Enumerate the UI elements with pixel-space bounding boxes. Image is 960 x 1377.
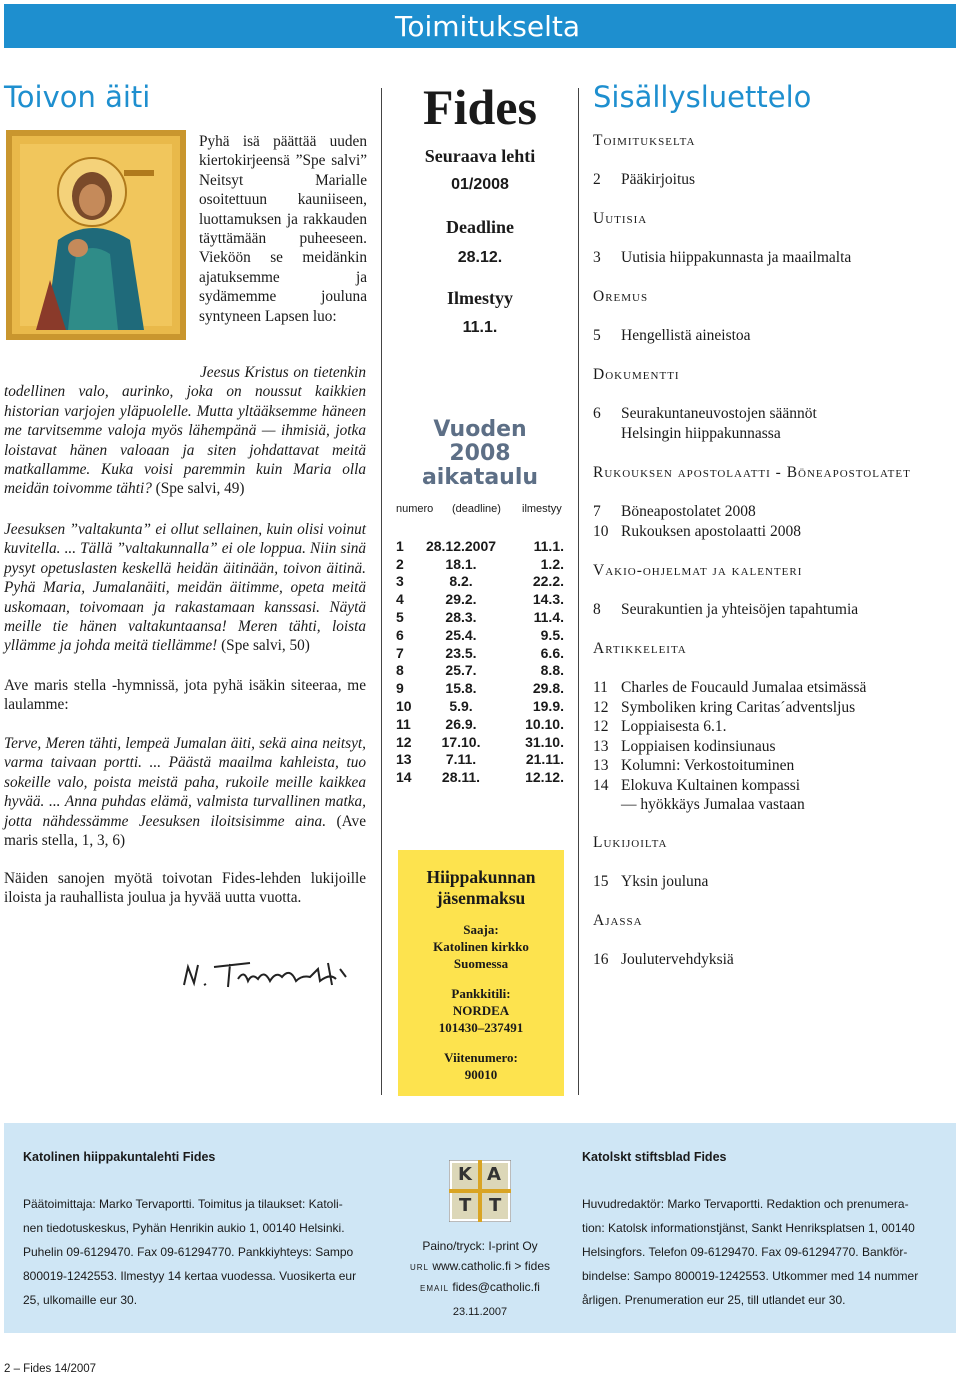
toc-item-title: Kolumni: Verkostoituminen xyxy=(621,757,795,774)
toc-item xyxy=(593,679,866,697)
issue-number: 2 xyxy=(396,555,404,572)
issue-number: 11 xyxy=(396,715,411,732)
email-address[interactable]: email fides@catholic.fi xyxy=(420,1280,540,1294)
magazine-title: Fides xyxy=(423,79,537,135)
issue-number: 6 xyxy=(396,626,404,643)
website[interactable]: url www.catholic.fi > fides xyxy=(409,1259,551,1273)
issue-number: 9 xyxy=(396,680,404,697)
schedule-row xyxy=(396,662,564,680)
imprint-line: årligen. Prenumeration eur 25, till utlandet eur 30. xyxy=(582,1293,846,1307)
toc-item-title: Seurakuntaneuvostojen säännöt xyxy=(621,405,817,422)
schedule-row xyxy=(396,555,564,573)
hymn-intro-paragraph: Ave maris stella -hymnissä, jota pyhä isäkin siteeraa, me laulamme: xyxy=(4,677,366,714)
issue-number: 12 xyxy=(396,733,412,750)
deadline-cell: 17.10. xyxy=(441,733,481,750)
toc-item xyxy=(593,523,801,541)
schedule-row xyxy=(396,590,564,608)
deadline-cell: 28.3. xyxy=(445,609,477,626)
toc-page-number: 16 xyxy=(593,951,609,968)
appears-cell: 10.10. xyxy=(525,715,564,732)
imprint-line: 25, ulkomaille eur 30. xyxy=(23,1293,138,1307)
schedule-row xyxy=(396,644,564,662)
logo-letter-a: A xyxy=(487,1164,501,1185)
toc-page-number: 14 xyxy=(593,776,609,794)
deadline-cell: 8.2. xyxy=(449,573,473,590)
page-footer: 2 – Fides 14/2007 xyxy=(4,1363,97,1375)
issue-number: 5 xyxy=(396,609,404,626)
toc-item xyxy=(593,249,851,267)
appears-cell: 11.1. xyxy=(533,537,564,554)
toc-title: Sisällysluettelo xyxy=(593,80,812,114)
imprint-title-sv: Katolskt stiftsblad Fides xyxy=(582,1150,727,1164)
schedule-table xyxy=(396,537,564,786)
imprint-line: Päätoimittaja: Marko Tervaportti. Toimitus ja tilaukset: Katoli- xyxy=(23,1197,343,1211)
issue-number: 1 xyxy=(396,537,404,554)
toc-item xyxy=(593,738,776,756)
toc-page-number: 13 xyxy=(593,757,609,774)
toc-section-heading: Artikkeleita xyxy=(593,640,687,657)
reference-number: Viitenumero: 90010 xyxy=(444,1050,518,1082)
deadline-label: Deadline xyxy=(445,217,514,237)
toc-page-number: 10 xyxy=(593,522,609,540)
printer: Paino/tryck: I-print Oy xyxy=(422,1239,538,1253)
appears-cell: 6.6. xyxy=(540,644,564,661)
header-number: numero xyxy=(396,503,434,515)
issue-number: 8 xyxy=(396,662,404,679)
toc-item-title: Yksin jouluna xyxy=(621,873,709,890)
issue-number: 4 xyxy=(396,591,404,608)
toc-item xyxy=(593,777,800,795)
toc-item xyxy=(593,718,726,736)
logo-letter-t1: T xyxy=(459,1195,472,1216)
appears-cell: 21.11. xyxy=(525,751,564,768)
toc-item-title: Hengellistä aineistoa xyxy=(621,327,751,344)
schedule-row xyxy=(396,608,564,626)
imprint-line: Huvudredaktör: Marko Tervaportti. Redaktion och prenumera- xyxy=(582,1197,909,1211)
schedule-title: Vuoden 2008 aikataulu xyxy=(421,417,539,490)
deadline-cell: 23.5. xyxy=(445,644,477,661)
appears-cell: 29.8. xyxy=(532,680,564,697)
hymn-quote-paragraph: Terve, Meren tähti, lempeä Jumalan äiti, sekä aina neitsyt, varma taivaan portti. ... Päästä maailma kahleista, tuo sokeille valo, poista meistä paha, rukoile meille kaikkea hyvää. ... Anna puhdas elämä, valmista turvallinen matka, jotta nähdessämme Jeesuksen iloitsisimme aina. (Ave maris stella, 1, 3, 6) xyxy=(4,735,366,850)
toc-page-number: 6 xyxy=(593,405,601,422)
schedule-row xyxy=(396,626,564,644)
toc-item xyxy=(593,171,695,189)
issue-number: 13 xyxy=(396,751,412,768)
toc-section-heading: Rukouksen apostolaatti - Böneapostolatet xyxy=(593,464,911,481)
toc-item xyxy=(593,405,817,423)
toc-item xyxy=(593,503,756,521)
toc-item xyxy=(593,601,858,619)
toc-page-number: 13 xyxy=(593,737,609,755)
header-appears: ilmestyy xyxy=(522,503,562,515)
imprint-line: 800019-1242553. Ilmestyy 14 kertaa vuodessa. Vuosikerta eur xyxy=(23,1269,357,1283)
print-date: 23.11.2007 xyxy=(452,1306,508,1318)
icon-image-mary xyxy=(6,130,186,340)
toc-page-number: 5 xyxy=(593,327,601,344)
toc-item xyxy=(593,796,805,814)
schedule-row xyxy=(396,573,564,591)
imprint-text-fi xyxy=(23,1192,383,1312)
toc-page-number: 3 xyxy=(593,249,601,266)
logo-letter-k: K xyxy=(458,1164,472,1185)
toc-item xyxy=(593,951,734,969)
toc-item xyxy=(593,699,855,717)
toc-item xyxy=(593,327,751,345)
schedule-row xyxy=(396,679,564,697)
toc-item-title: Rukouksen apostolaatti 2008 xyxy=(621,522,801,540)
schedule-row xyxy=(396,733,564,751)
section-title: Toimitukselta xyxy=(395,10,580,43)
toc-item-title: Charles de Foucauld Jumalaa etsimässä xyxy=(621,679,867,696)
toc-item-title: Joulutervehdyksiä xyxy=(621,951,734,968)
imprint-title-fi: Katolinen hiippakuntalehti Fides xyxy=(23,1150,216,1164)
membership-fee-box xyxy=(398,850,564,1096)
payee: Saaja: Katolinen kirkko Suomessa xyxy=(433,922,529,971)
next-issue-label: Seuraava lehti xyxy=(424,146,536,166)
toc-item-title: Loppiaisesta 6.1. xyxy=(621,718,727,735)
toc-item-title: Elokuva Kultainen kompassi xyxy=(621,776,801,794)
issue-number: 10 xyxy=(396,698,412,715)
column-divider-right xyxy=(578,88,579,1095)
imprint-line: bindelse: Sampo 800019-1242553. Utkommer med 14 nummer xyxy=(582,1269,919,1283)
issue-number: 7 xyxy=(396,644,404,661)
appears-cell: 22.2. xyxy=(532,573,564,590)
appears-cell: 8.8. xyxy=(540,662,564,679)
toc-item-title: Seurakuntien ja yhteisöjen tapahtumia xyxy=(621,601,859,618)
toc-section-heading: Vakio-ohjelmat ja kalenteri xyxy=(593,562,803,579)
toc-item-title: Böneapostolatet 2008 xyxy=(621,503,756,520)
imprint-text-sv xyxy=(582,1192,952,1312)
deadline-cell: 29.2. xyxy=(445,591,477,608)
appears-date: 11.1. xyxy=(462,319,498,336)
toc-page-number: 12 xyxy=(593,698,609,716)
intro-paragraph: Pyhä isä päättää uuden kiertokirjeensä ”Spe salvi” Neitsyt Marialle osoitettuun kauniiseen, luottamuksen ja rakkauden täyttämään puheeseen. Vieköön se meidänkin ajatuksemme ja sydämemme jouluna syntyneen Lapsen luo: xyxy=(199,133,367,325)
header-deadline: (deadline) xyxy=(452,503,501,515)
print-info xyxy=(392,1236,568,1322)
closing-paragraph: Näiden sanojen myötä toivotan Fides-lehden lukijoille iloista ja rauhallista joulua ja hyvää uutta vuotta. xyxy=(4,870,366,907)
article-title: Toivon äiti xyxy=(4,80,151,114)
toc-section-heading: Toimitukselta xyxy=(593,132,696,149)
deadline-cell: 15.8. xyxy=(445,680,477,697)
issue-number: 14 xyxy=(396,769,412,786)
deadline-cell: 28.12.2007 xyxy=(425,537,497,554)
schedule-row xyxy=(396,751,564,769)
toc-section-heading: Ajassa xyxy=(593,912,643,929)
appears-cell: 31.10. xyxy=(525,733,564,750)
toc-item-title: Helsingin hiippakunnassa xyxy=(621,424,781,442)
appears-cell: 1.2. xyxy=(540,555,564,572)
toc-item xyxy=(593,425,781,443)
toc-section-heading: Uutisia xyxy=(593,210,648,227)
toc-page-number: 11 xyxy=(593,679,608,696)
deadline-cell: 25.4. xyxy=(445,626,477,643)
toc-section-heading: Oremus xyxy=(593,288,649,305)
quote-paragraph-2: Jeesuksen ”valtakunta” ei ollut sellainen, kuin olisi voinut kuvitella. ... Tällä ”valtakunnalla” ei ole loppua. Niin sinä pysyt opetuslasten keskellä heidän äitinään, toivon äitinä. Pyhä Maria, Jumalanäiti, meidän äitimme, opeta meitä uskomaan, toivomaan ja rakastamaan kanssasi. Näytä meille tie hänen valtakuntaansa! Meren tähti, loista yllämme ja johda meitä tiellämme! (Spe salvi, 50) xyxy=(4,521,366,655)
schedule-row xyxy=(396,715,564,733)
schedule-row xyxy=(396,768,564,786)
next-issue-number: 01/2008 xyxy=(451,176,509,193)
toc-item-title: Pääkirjoitus xyxy=(621,171,696,188)
imprint-line: tion: Katolsk informationstjänst, Sankt Henriksplatsen 1, 00140 xyxy=(582,1221,915,1235)
toc-page-number: 8 xyxy=(593,601,601,618)
deadline-cell: 28.11. xyxy=(441,769,481,786)
toc-item xyxy=(593,757,794,775)
schedule-row xyxy=(396,537,564,555)
issue-number: 3 xyxy=(396,573,404,590)
logo-letter-t2: T xyxy=(489,1195,502,1216)
imprint-line: Puhelin 09-6129470. Fax 09-61294770. Pankkiyhteys: Sampo xyxy=(23,1245,354,1259)
appears-cell: 19.9. xyxy=(532,698,564,715)
toc-item-title: Symboliken kring Caritas´adventsljus xyxy=(621,698,856,716)
signature xyxy=(180,955,360,995)
deadline-cell: 18.1. xyxy=(445,555,477,572)
deadline-cell: 5.9. xyxy=(449,698,473,715)
appears-cell: 12.12. xyxy=(525,769,564,786)
deadline-date: 28.12. xyxy=(457,249,503,266)
toc-item xyxy=(593,873,708,891)
toc-item-title: Uutisia hiippakunnasta ja maailmalta xyxy=(621,249,852,266)
toc-item-title: — hyökkäys Jumalaa vastaan xyxy=(621,796,805,813)
appears-cell: 11.4. xyxy=(533,609,564,626)
toc-item-title: Loppiaisen kodinsiunaus xyxy=(621,737,776,755)
bank-account: Pankkitili: NORDEA 101430–237491 xyxy=(438,986,524,1035)
deadline-cell: 26.9. xyxy=(445,715,477,732)
toc-page-number: 2 xyxy=(593,171,601,188)
toc-section-heading: Lukijoilta xyxy=(593,834,668,851)
deadline-cell: 7.11. xyxy=(445,751,477,768)
appears-label: Ilmestyy xyxy=(447,288,513,308)
appears-cell: 14.3. xyxy=(532,591,564,608)
toc-section-heading: Dokumentti xyxy=(593,366,680,383)
quote-paragraph-1: Jeesus Kristus on tietenkin todellinen valo, aurinko, joka on noussut kaikkien historian varjojen yläpuolelle. Mutta yltääksemme häneen me tarvitsemme valoja myös lähempänä — ihmisiä, jotka loistavat hänen valoaan ja siten johdattavat meitä matkallamme. Kuka voisi paremmin kuin Maria olla meidän toivomme tähti? (Spe salvi, 49) xyxy=(4,364,366,498)
appears-cell: 9.5. xyxy=(540,626,564,643)
toc-page-number: 15 xyxy=(593,873,609,890)
toc-page-number: 12 xyxy=(593,718,609,735)
column-divider-left xyxy=(381,88,382,1095)
kat-logo xyxy=(449,1160,511,1222)
fee-title: Hiippakunnan jäsenmaksu xyxy=(426,867,536,908)
imprint-line: nen tiedotuskeskus, Pyhän Henrikin aukio 1, 00140 Helsinki. xyxy=(23,1221,345,1235)
toc-page-number: 7 xyxy=(593,503,601,520)
deadline-cell: 25.7. xyxy=(445,662,477,679)
schedule-row xyxy=(396,697,564,715)
imprint-line: Helsingfors. Telefon 09-6129470. Fax 09-61294770. Bankför- xyxy=(582,1245,908,1259)
